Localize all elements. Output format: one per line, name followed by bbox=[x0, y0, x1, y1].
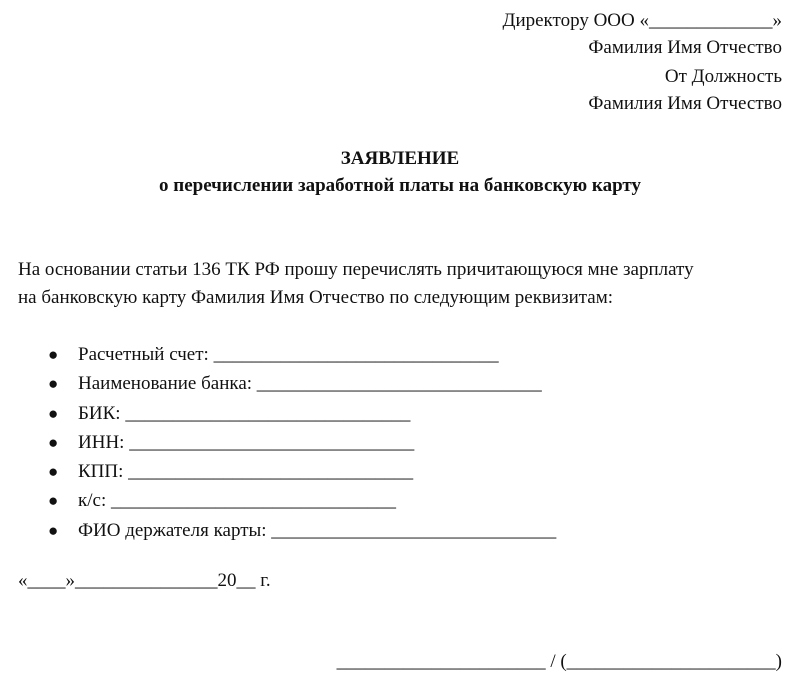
header-addressee-line: Директору ООО «_____________» bbox=[502, 10, 782, 31]
bullet-icon: ● bbox=[48, 462, 59, 482]
list-item-text: БИК: ______________________________ bbox=[78, 402, 411, 424]
document-title: ЗАЯВЛЕНИЕ bbox=[340, 148, 460, 169]
header-sender-position: От Должность bbox=[664, 66, 782, 87]
bullet-icon: ● bbox=[48, 491, 59, 511]
body-text-line-2: на банковскую карту Фамилия Имя Отчество по следующим реквизитам: bbox=[18, 287, 614, 308]
list-item-text: ИНН: ______________________________ bbox=[78, 431, 415, 453]
bullet-icon: ● bbox=[48, 345, 59, 364]
signature-field: ______________________ / (______________________) bbox=[336, 651, 782, 672]
document-subtitle: о перечислении заработной платы на банковскую карту bbox=[159, 175, 641, 196]
list-item-text: Расчетный счет: ______________________________ bbox=[78, 344, 499, 365]
bullet-icon: ● bbox=[48, 403, 59, 423]
bullet-icon: ● bbox=[48, 520, 59, 540]
header-sender-name: Фамилия Имя Отчество bbox=[588, 93, 782, 114]
header-addressee-name: Фамилия Имя Отчество bbox=[588, 37, 782, 58]
body-text-line-1: На основании статьи 136 ТК РФ прошу перечислять причитающуюся мне зарплату bbox=[18, 259, 694, 280]
list-item-text: к/с: ______________________________ bbox=[78, 490, 396, 512]
list-item-text: ФИО держателя карты: ______________________________ bbox=[78, 519, 557, 541]
bullet-icon: ● bbox=[48, 374, 59, 394]
bullet-icon: ● bbox=[48, 432, 59, 452]
date-field: «____»_______________20__ г. bbox=[18, 570, 271, 591]
list-item-text: КПП: ______________________________ bbox=[78, 461, 414, 483]
list-item-text: Наименование банка: ______________________________ bbox=[78, 373, 542, 395]
